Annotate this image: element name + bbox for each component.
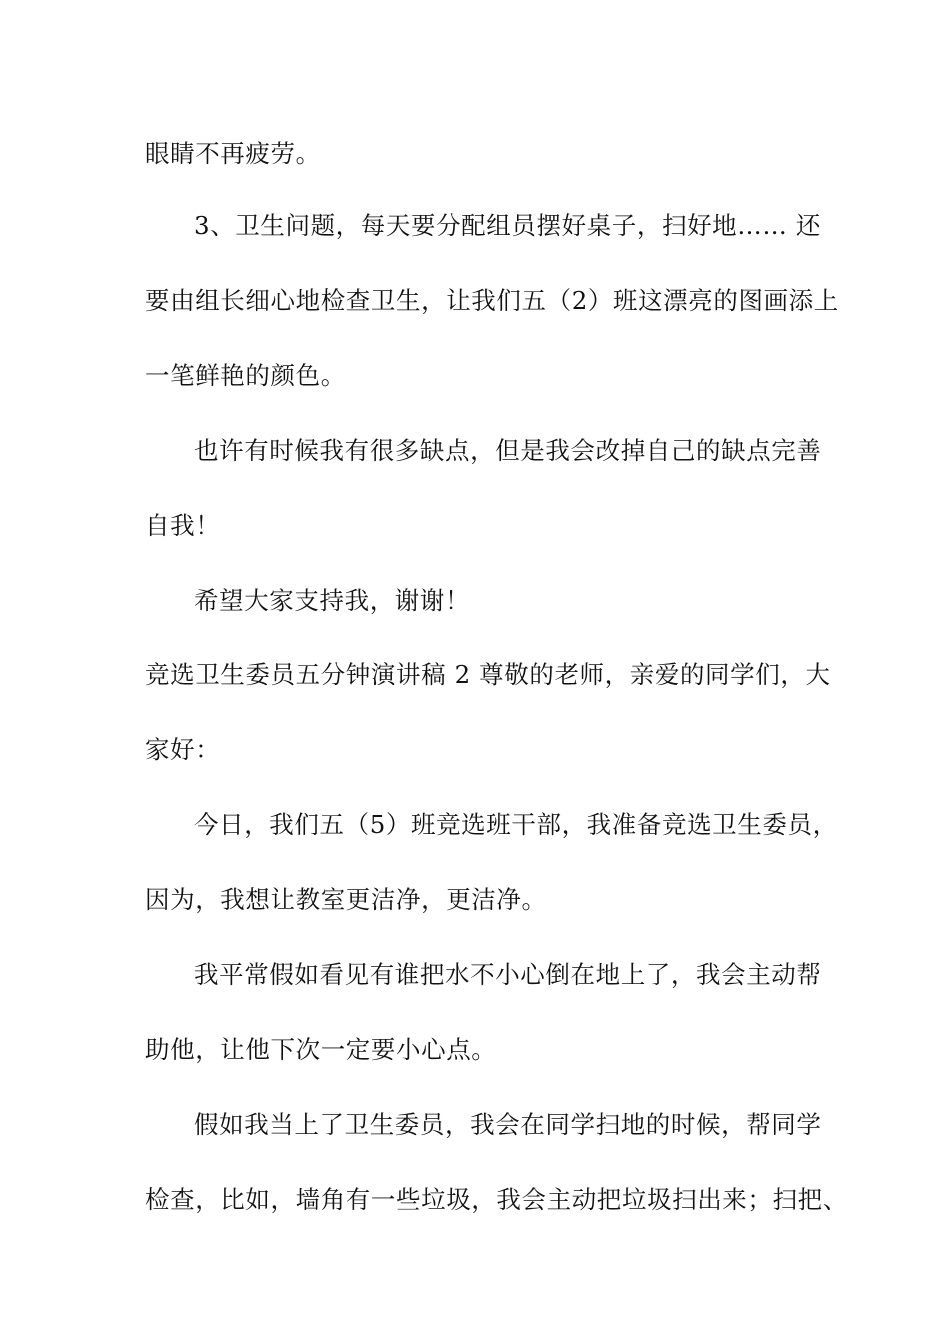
text-line: 检查，比如，墙角有一些垃圾，我会主动把垃圾扫出来；扫把、 [145, 1185, 848, 1214]
text-line: 因为，我想让教室更洁净，更洁净。 [145, 885, 547, 914]
text-line: 也许有时候我有很多缺点，但是我会改掉自己的缺点完善 [194, 436, 822, 465]
text-line: 假如我当上了卫生委员，我会在同学扫地的时候，帮同学 [194, 1110, 822, 1139]
text-line: 3、卫生问题，每天要分配组员摆好桌子，扫好地…… 还 [194, 211, 821, 240]
text-line: 家好： [145, 735, 221, 764]
text-line: 自我！ [145, 511, 221, 540]
text-line: 我平常假如看见有谁把水不小心倒在地上了，我会主动帮 [194, 960, 822, 989]
text-line: 希望大家支持我，谢谢！ [194, 586, 471, 615]
text-line: 要由组长细心地检查卫生，让我们五（2）班这漂亮的图画添上 [145, 286, 839, 315]
text-line: 助他，让他下次一定要小心点。 [145, 1035, 497, 1064]
text-line: 眼睛不再疲劳。 [145, 139, 321, 168]
text-line: 一笔鲜艳的颜色。 [145, 361, 346, 390]
text-line: 今日，我们五（5）班竞选班干部，我准备竞选卫生委员， [194, 810, 838, 839]
text-line: 竞选卫生委员五分钟演讲稿 2 尊敬的老师，亲爱的同学们，大 [145, 660, 831, 689]
